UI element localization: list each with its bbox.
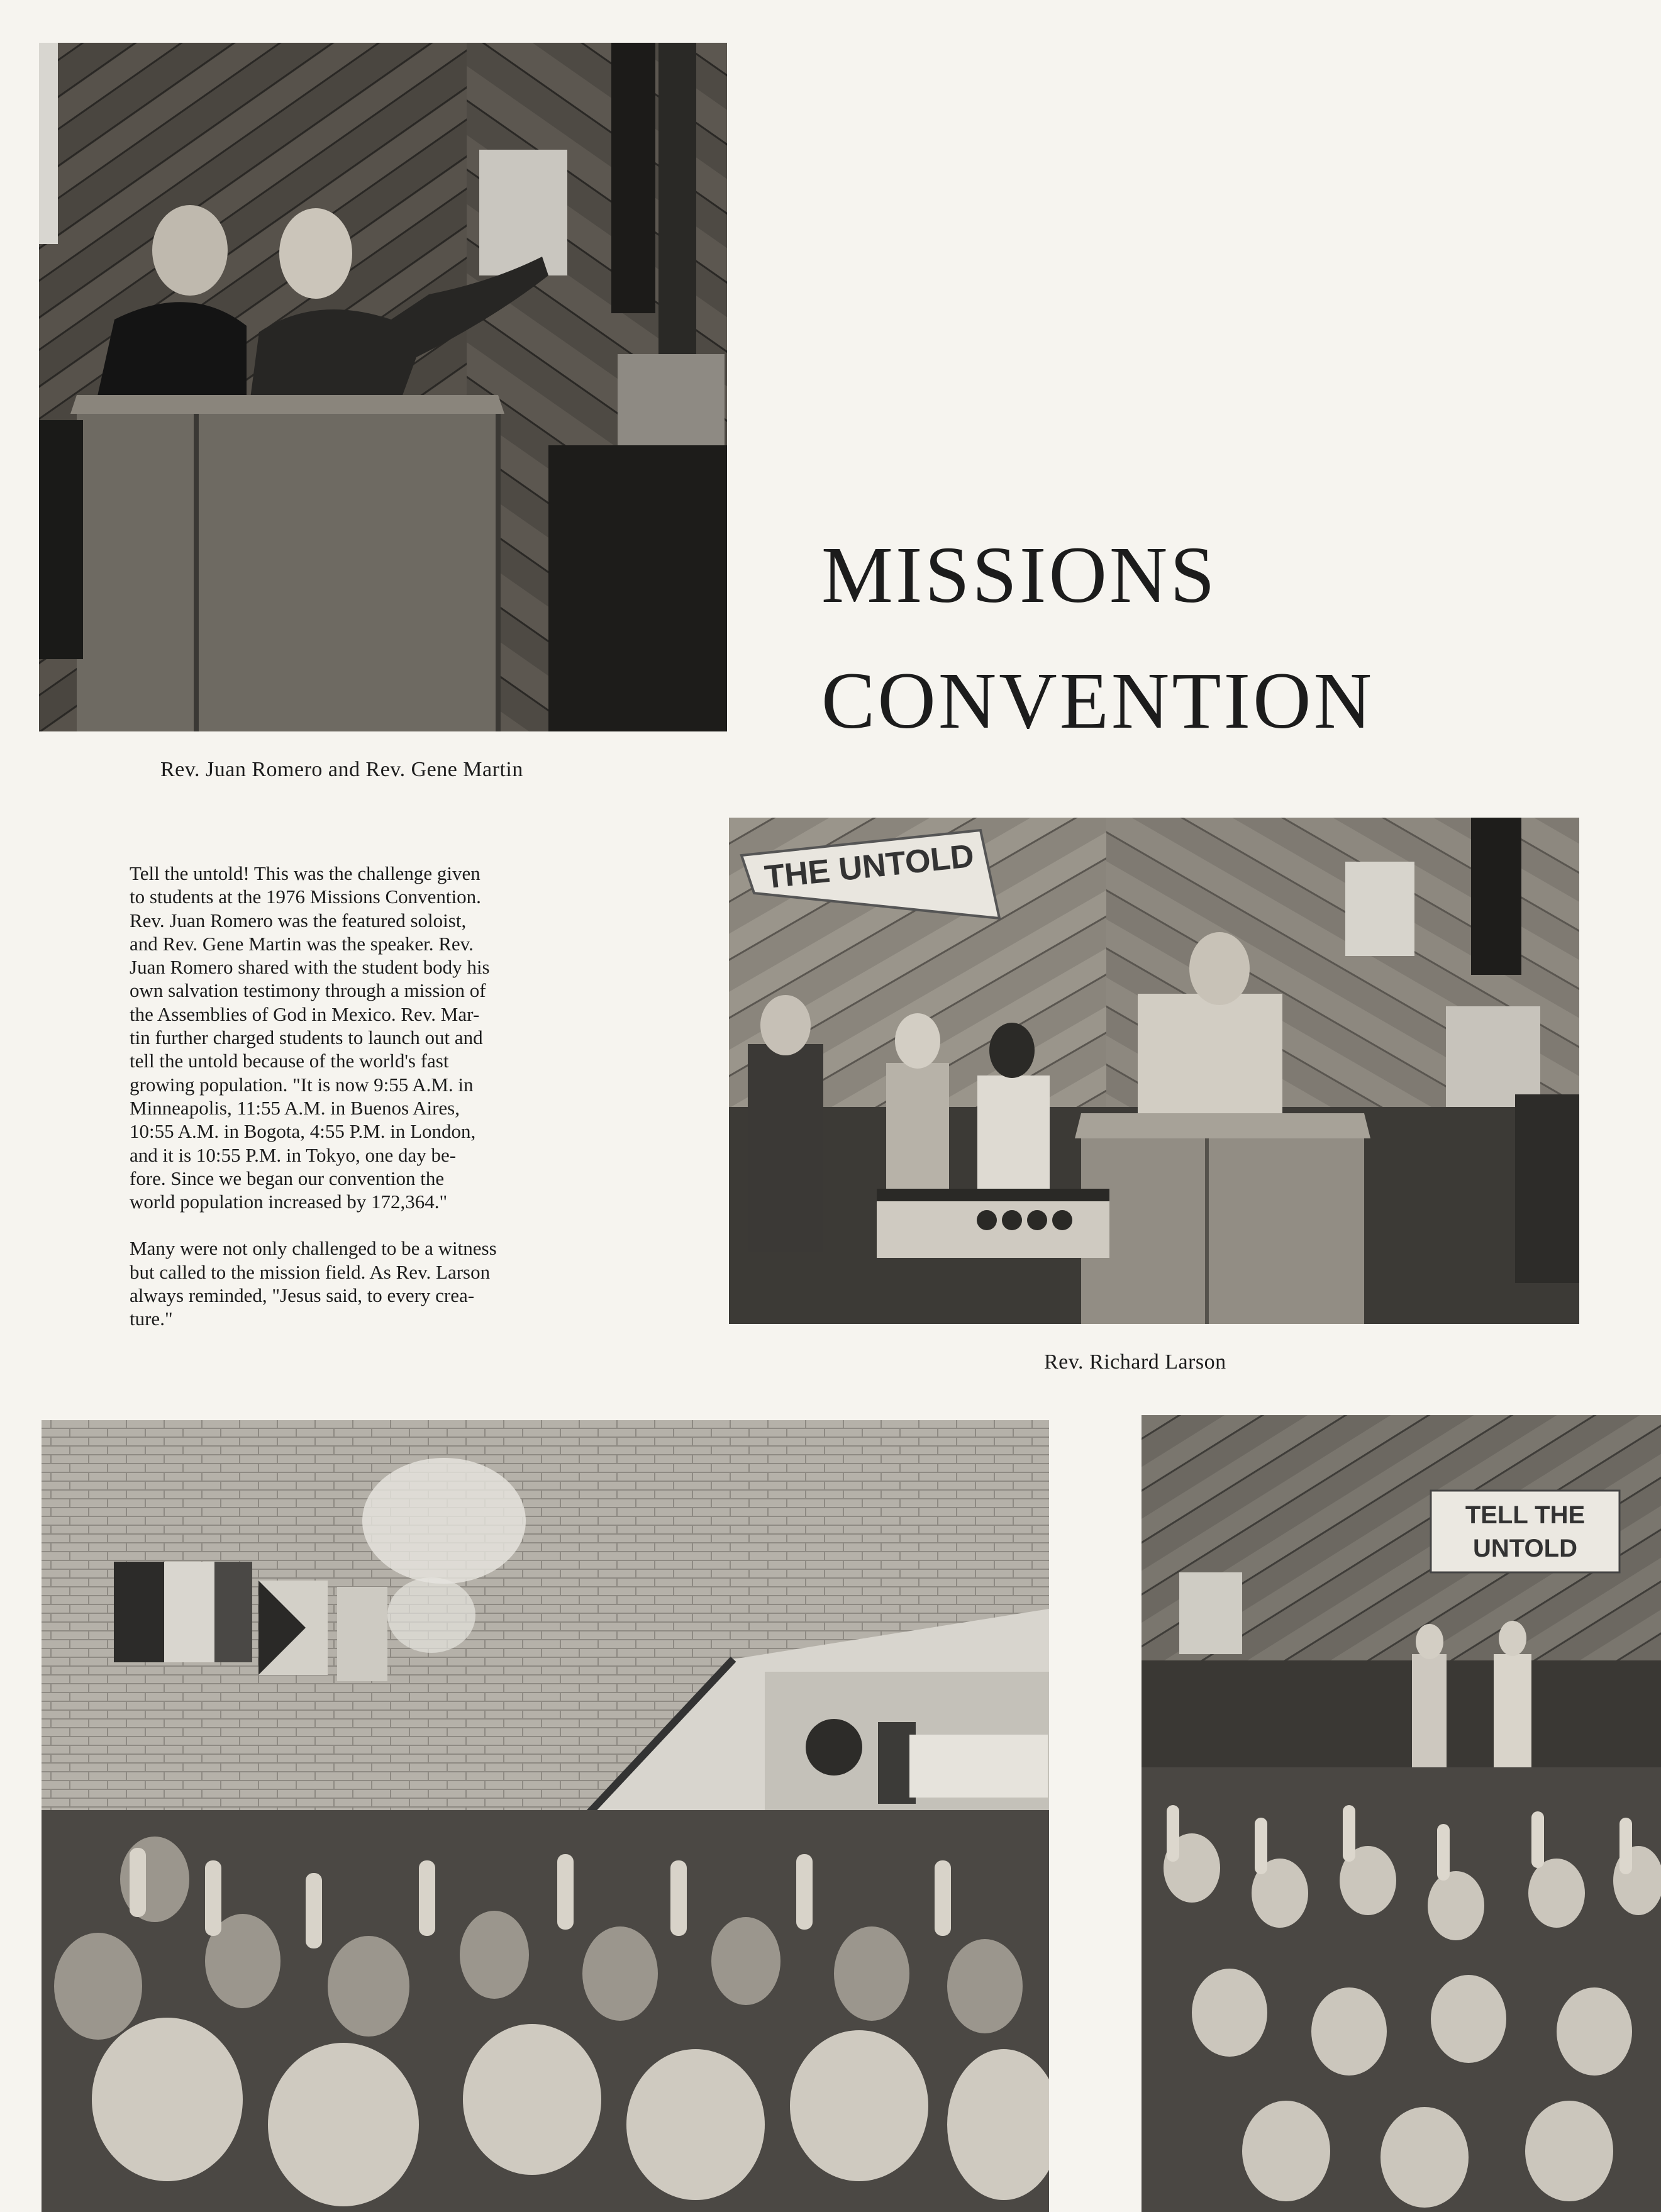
photo1-caption: Rev. Juan Romero and Rev. Gene Martin bbox=[160, 758, 523, 781]
text-line: tin further charged students to launch out and bbox=[130, 1026, 483, 1049]
text-line: 10:55 A.M. in Bogota, 4:55 P.M. in London, bbox=[130, 1120, 476, 1143]
page-title-line2: CONVENTION bbox=[821, 656, 1374, 745]
text-line: the Assemblies of God in Mexico. Rev. Mar- bbox=[130, 1003, 480, 1025]
photo-stage-crowd bbox=[1142, 1415, 1661, 2212]
text-line: but called to the mission field. As Rev. Larson bbox=[130, 1260, 491, 1283]
text-line: and it is 10:55 P.M. in Tokyo, one day be- bbox=[130, 1143, 457, 1166]
text-line: Juan Romero shared with the student body his bbox=[130, 956, 490, 979]
text-line: and Rev. Gene Martin was the speaker. Rev. bbox=[130, 932, 474, 955]
text-line: fore. Since we began our convention the bbox=[130, 1167, 445, 1189]
paragraph-2 bbox=[130, 1237, 639, 1330]
paragraph-1 bbox=[130, 862, 639, 1213]
paragraph-gap bbox=[130, 1213, 639, 1237]
text-line: world population increased by 172,364." bbox=[130, 1191, 448, 1213]
article-body bbox=[130, 862, 639, 1331]
banner-text-line2: UNTOLD bbox=[1473, 1535, 1577, 1562]
photo-romero-martin bbox=[39, 43, 727, 731]
photo2-caption: Rev. Richard Larson bbox=[1044, 1350, 1226, 1374]
photo-crowd-hands-raised bbox=[42, 1420, 1049, 2212]
banner-text-line1: TELL THE bbox=[1465, 1501, 1586, 1529]
photo-richard-larson bbox=[729, 818, 1579, 1324]
text-line: Minneapolis, 11:55 A.M. in Buenos Aires, bbox=[130, 1096, 460, 1119]
text-line: growing population. "It is now 9:55 A.M. in bbox=[130, 1073, 474, 1096]
page-title-line1: MISSIONS bbox=[821, 530, 1218, 620]
text-line: ture." bbox=[130, 1308, 173, 1330]
text-line: Tell the untold! This was the challenge given bbox=[130, 862, 481, 884]
text-line: Many were not only challenged to be a witness bbox=[130, 1237, 497, 1260]
text-line: to students at the 1976 Missions Convention. bbox=[130, 886, 481, 908]
text-line: own salvation testimony through a mission of bbox=[130, 979, 486, 1002]
text-line: always reminded, "Jesus said, to every crea- bbox=[130, 1284, 475, 1307]
banner-text: THE UNTOLD bbox=[763, 837, 976, 896]
text-line: tell the untold because of the world's fast bbox=[130, 1050, 449, 1072]
text-line: Rev. Juan Romero was the featured soloist, bbox=[130, 909, 467, 931]
